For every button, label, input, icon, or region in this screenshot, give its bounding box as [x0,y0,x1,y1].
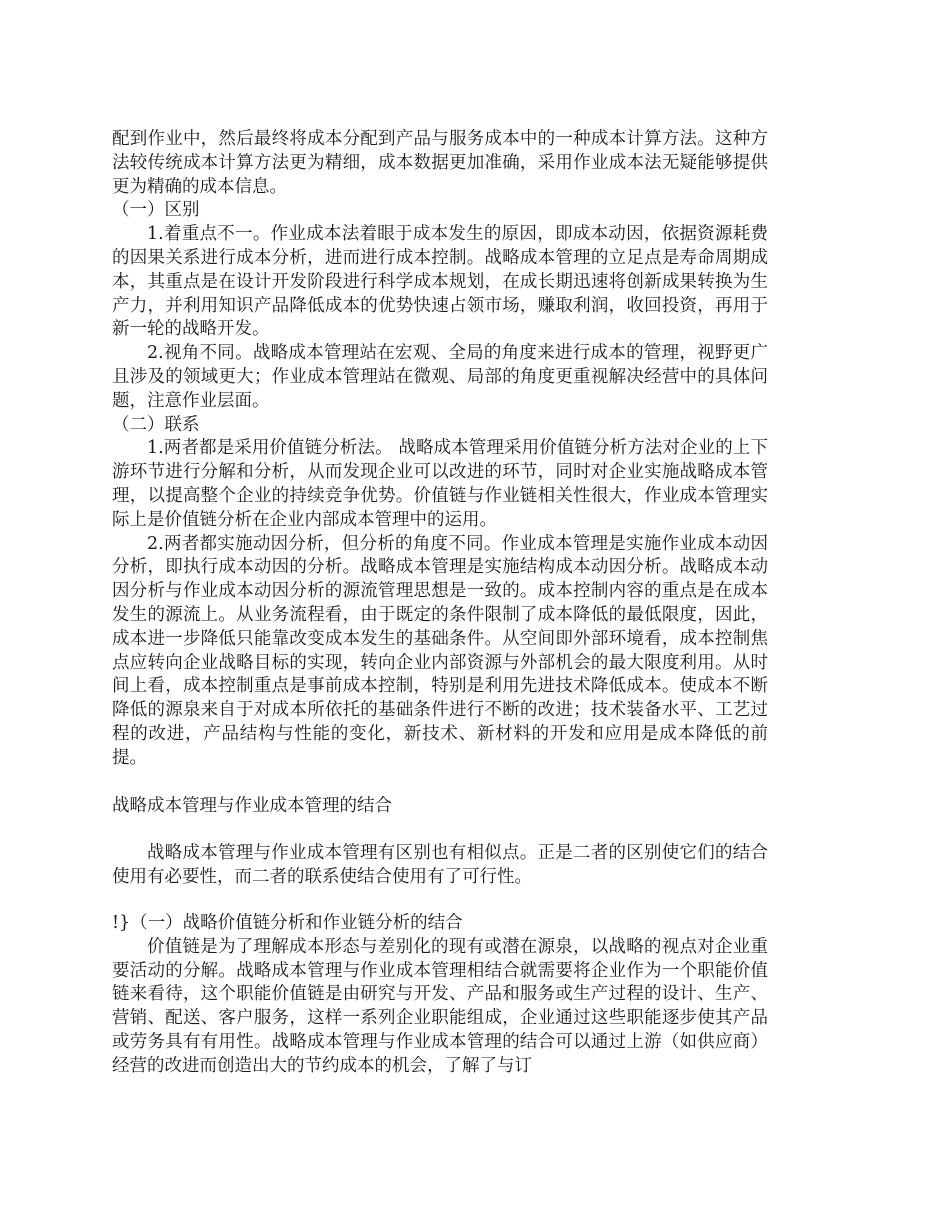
paragraph-difference-2: 2.视角不同。战略成本管理站在宏观、全局的角度来进行成本的管理，视野更广且涉及的领域更大；作业成本管理站在微观、局部的角度更重视解决经营中的具体问题，注意作业层面。 [112,343,768,411]
spacer [112,890,768,912]
section-heading-relation: （二）联系 [112,414,200,435]
paragraph-combination-intro: 战略成本管理与作业成本管理有区别也有相似点。正是二者的区别使它们的结合使用有必要性，而二者的联系使结合使用有了可行性。 [112,843,768,888]
spacer [112,818,768,842]
section-heading-value-chain: !}（一）战略价值链分析和作业链分析的结合 [112,912,463,933]
paragraph-relation-1: 1.两者都是采用价值链分析法。 战略成本管理采用价值链分析方法对企业的上下游环节进行分解和分析，从而发现企业可以改进的环节，同时对企业实施战略成本管理，以提高整个企业的持续竞争优势。价值链与作业链相关性很大，作业成本管理实际上是价值链分析在企业内部成本管理中的运用。 [112,438,768,530]
document-body [112,128,768,1078]
paragraph-value-chain: 价值链是为了理解成本形态与差别化的现有或潜在源泉，以战略的视点对企业重要活动的分解。战略成本管理与作业成本管理相结合就需要将企业作为一个职能价值链来看待，这个职能价值链是由研究与开发、产品和服务或生产过程的设计、生产、营销、配送、客户服务，这样一系列企业职能组成，企业通过这些职能逐步使其产品或劳务具有有用性。战略成本管理与作业成本管理的结合可以通过上游（如供应商）经营的改进而创造出大的节约成本的机会，了解了与订 [112,936,768,1076]
paragraph-intro-continued: 配到作业中，然后最终将成本分配到产品与服务成本中的一种成本计算方法。这种方法较传统成本计算方法更为精细，成本数据更加准确，采用作业成本法无疑能够提供更为精确的成本信息。 [112,129,768,197]
paragraph-relation-2: 2.两者都实施动因分析，但分析的角度不同。作业成本管理是实施作业成本动因分析，即执行成本动因的分析。战略成本管理是实施结构成本动因分析。战略成本动因分析与作业成本动因分析的源流管理思想是一致的。成本控制内容的重点是在成本发生的源流上。从业务流程看，由于既定的条件限制了成本降低的最低限度，因此，成本进一步降低只能靠改变成本发生的基础条件。从空间即外部环境看，成本控制焦点应转向企业战略目标的实现，转向企业内部资源与外部机会的最大限度利用。从时间上看，成本控制重点是事前成本控制，特别是利用先进技术降低成本。使成本不断降低的源泉来自于对成本所依托的基础条件进行不断的改进；技术装备水平、工艺过程的改进，产品结构与性能的变化，新技术、新材料的开发和应用是成本降低的前提。 [112,533,768,768]
section-heading-combination: 战略成本管理与作业成本管理的结合 [112,795,392,816]
spacer [112,771,768,795]
paragraph-difference-1: 1.着重点不一。作业成本法着眼于成本发生的原因，即成本动因，依据资源耗费的因果关系进行成本分析，进而进行成本控制。战略成本管理的立足点是寿命周期成本，其重点是在设计开发阶段进行科学成本规划，在成长期迅速将创新成果转换为生产力，并利用知识产品降低成本的优势快速占领市场，赚取利润，收回投资，再用于新一轮的战略开发。 [112,224,768,340]
section-heading-difference: （一）区别 [112,200,200,221]
